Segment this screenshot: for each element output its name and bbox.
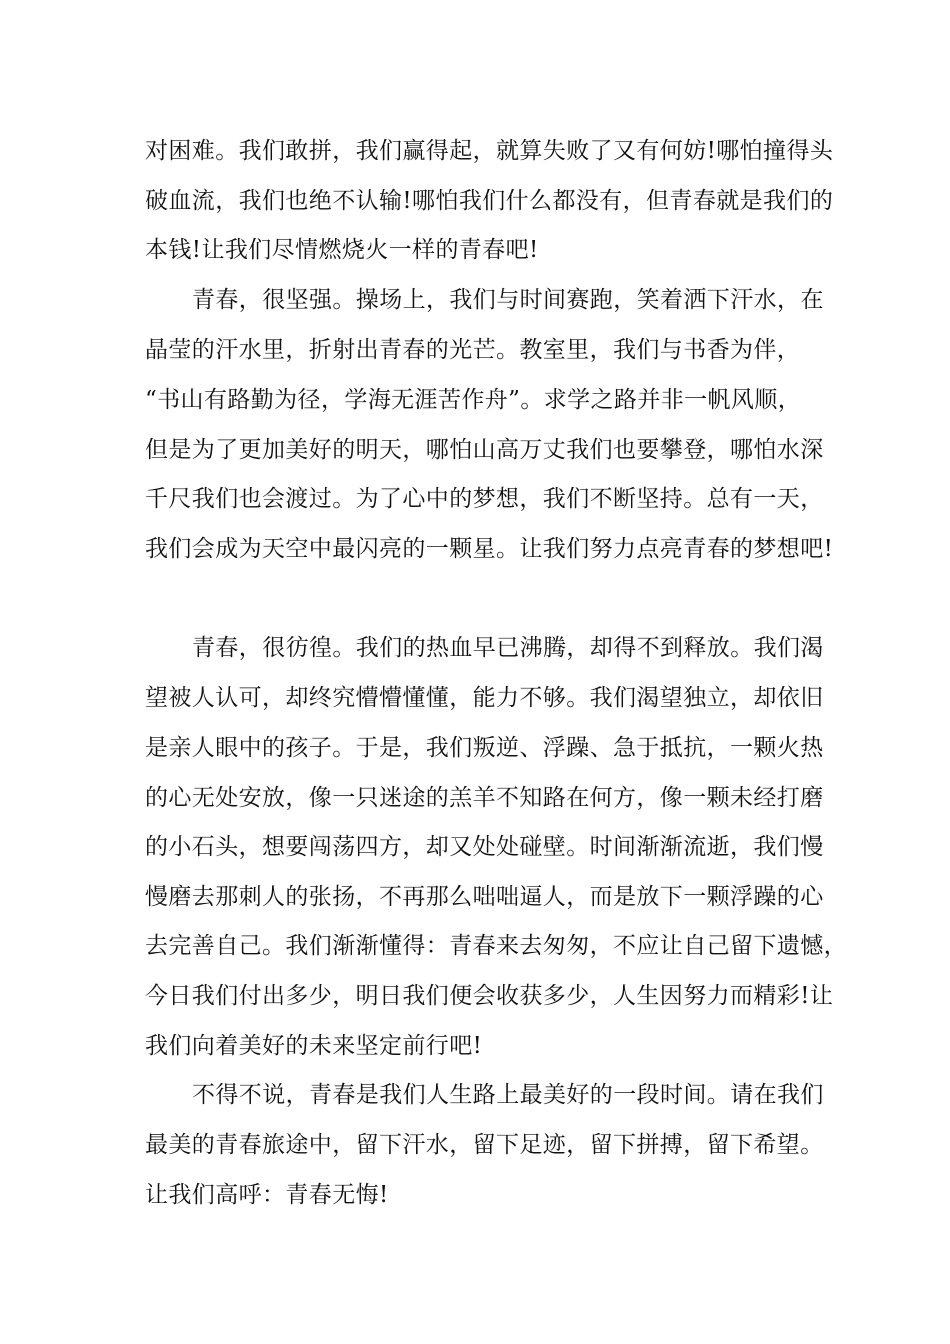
paragraph-line: 我们会成为天空中最闪亮的一颗星。让我们努力点亮青春的梦想吧! — [145, 536, 834, 562]
paragraph-line: 的心无处安放，像一只迷途的羔羊不知路在何方，像一颗未经打磨 — [145, 785, 824, 811]
paragraph-line: 望被人认可，却终究懵懵懂懂，能力不够。我们渴望独立，却依旧 — [145, 685, 824, 711]
paragraph-line: 我们向着美好的未来坚定前行吧! — [145, 1033, 483, 1059]
paragraph-line: 是亲人眼中的孩子。于是，我们叛逆、浮躁、急于抵抗，一颗火热 — [145, 735, 824, 761]
paragraph-line: 破血流，我们也绝不认输!哪怕我们什么都没有，但青春就是我们的 — [145, 188, 834, 214]
paragraph-line: 青春，很彷徨。我们的热血早已沸腾，却得不到释放。我们渴 — [192, 635, 824, 661]
paragraph-line: 不得不说，青春是我们人生路上最美好的一段时间。请在我们 — [192, 1082, 824, 1108]
paragraph-line: 千尺我们也会渡过。为了心中的梦想，我们不断坚持。总有一天， — [145, 486, 824, 512]
paragraph-line: 但是为了更加美好的明天，哪怕山高万丈我们也要攀登，哪怕水深 — [145, 437, 824, 463]
paragraph-line: 对困难。我们敢拼，我们赢得起，就算失败了又有何妨!哪怕撞得头 — [145, 138, 834, 164]
paragraph-line: 晶莹的汗水里，折射出青春的光芒。教室里，我们与书香为伴， — [145, 337, 801, 363]
paragraph-line: “书山有路勤为径，学海无涯苦作舟”。求学之路并非一帆风顺， — [145, 387, 802, 413]
paragraph-line: 本钱!让我们尽情燃烧火一样的青春吧! — [145, 237, 539, 263]
paragraph-line: 今日我们付出多少，明日我们便会收获多少，人生因努力而精彩!让 — [145, 983, 834, 1009]
paragraph-line: 慢磨去那刺人的张扬，不再那么咄咄逼人，而是放下一颗浮躁的心 — [145, 884, 824, 910]
paragraph-line: 最美的青春旅途中，留下汗水，留下足迹，留下拼搏，留下希望。 — [145, 1132, 824, 1158]
paragraph-line: 青春，很坚强。操场上，我们与时间赛跑，笑着洒下汗水，在 — [192, 287, 824, 313]
paragraph-line: 的小石头，想要闯荡四方，却又处处碰壁。时间渐渐流逝，我们慢 — [145, 834, 824, 860]
paragraph-line: 让我们高呼：青春无悔! — [145, 1182, 389, 1208]
paragraph-line: 去完善自己。我们渐渐懂得：青春来去匆匆，不应让自己留下遗憾， — [145, 933, 847, 959]
